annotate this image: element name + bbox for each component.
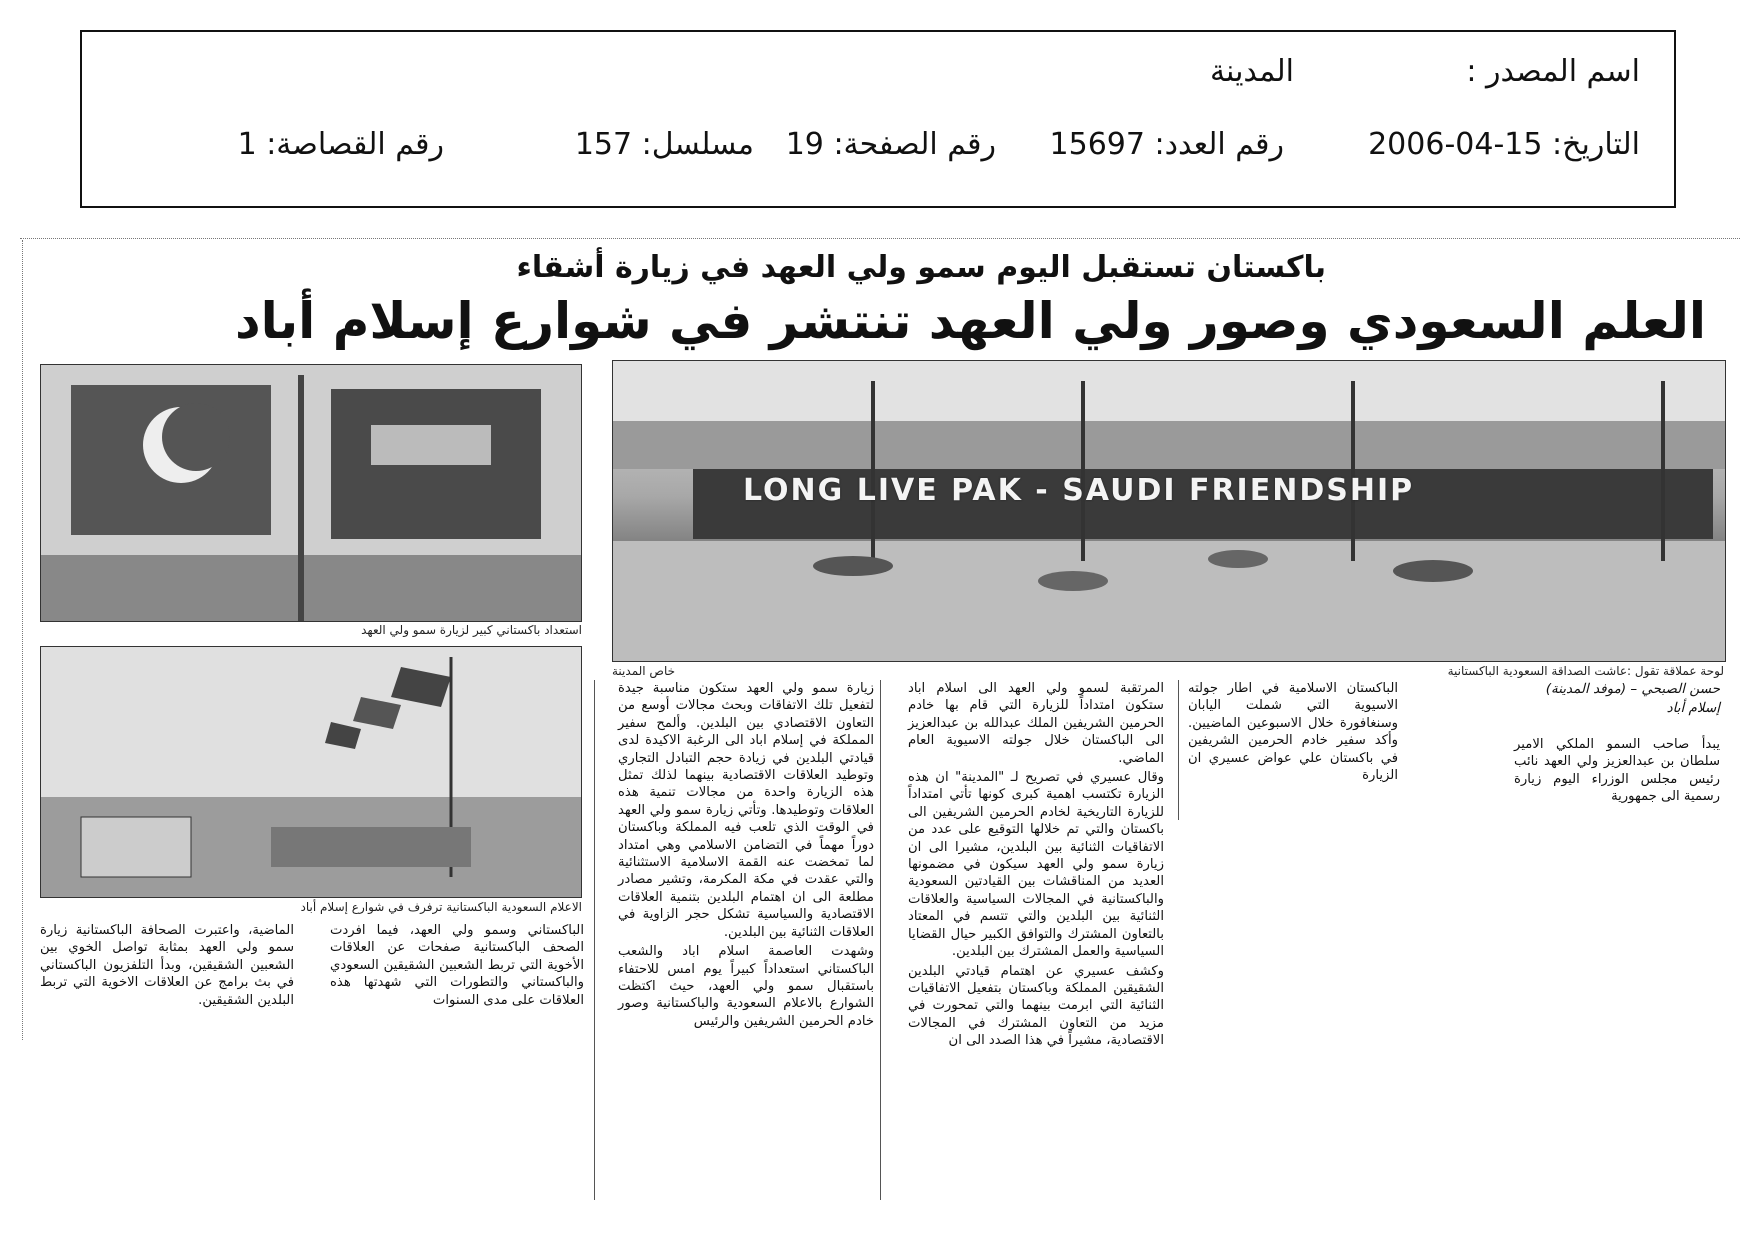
clipping-border-top bbox=[20, 238, 1740, 239]
main-photo-credit: خاص المدينة bbox=[612, 664, 676, 678]
clipping-number: رقم القصاصة: 1 bbox=[237, 127, 444, 162]
article-column-4 bbox=[618, 680, 874, 1032]
article-kicker: باكستان تستقبل اليوم سمو ولي العهد في زيارة أشقاء bbox=[516, 250, 1326, 285]
bottom-left-photo-caption: الاعلام السعودية الباكستانية ترفرف في شوارع إسلام أباد bbox=[300, 900, 582, 914]
article-byline: حسن الصبحي – (موفد المدينة) إسلام أباد bbox=[1545, 681, 1720, 716]
column-rule bbox=[594, 680, 595, 1200]
source-label: اسم المصدر : bbox=[1466, 54, 1640, 89]
source-name: المدينة bbox=[1209, 54, 1294, 89]
article-column-3-paragraph: المرتقبة لسمو ولي العهد الى اسلام اباد ستكون امتداداً للزيارة التي قام بها خادم الحرمين الشريفين الملك عبدالله بن عبدالعزيز الى الباكستان خلال جولته الاسيوية العام الماضي. bbox=[908, 681, 1164, 766]
article-column-3-paragraph: وقال عسيري في تصريح لـ "المدينة" ان هذه الزيارة تكتسب اهمية كبرى كونها تأتي امتداداً للزيارة التاريخية لخادم الحرمين الشريفين الى باكستان والتي تم خلالها التوقيع على عدد من الاتفاقيات الثنائية بين البلدين، مشيرا الى ان زيارة سمو ولي العهد سيكون في مضمونها العديد من المناقشات بين القيادتين السعودية والباكستانية في المجالات السياسية والعلاقات الثنائية بين البلدين والتي تتسم في المعتاد بالتعاون المشترك والتوافق الكبير حيال القضايا السياسية والعمل المشترك بين البلدين. bbox=[908, 770, 1164, 960]
top-left-photo-illustration bbox=[41, 365, 581, 621]
main-photo bbox=[612, 360, 1726, 662]
date-field: التاريخ: 15-04-2006 bbox=[1368, 127, 1640, 162]
main-photo-caption: لوحة عملاقة تقول :عاشت الصداقة السعودية الباكستانية bbox=[1447, 664, 1724, 678]
article-column-5: الباكستاني وسمو ولي العهد، فيما افردت الصحف الباكستانية صفحات عن العلاقات الأخوية التي تربط الشعبين الشقيقين السعودي والباكستاني والتطورات التي شهدتها هذه العلاقات على مدى السنوات bbox=[330, 923, 584, 1008]
main-photo-banner-text: LONG LIVE PAK - SAUDI FRIENDSHIP bbox=[743, 473, 1415, 508]
serial-number: مسلسل: 157 bbox=[574, 127, 754, 162]
article-column-4-paragraph: وشهدت العاصمة اسلام اباد والشعب الباكستاني استعداداً كبيراً يوم امس للاحتفاء باستقبال سمو ولي العهد، حيث اكتظت الشوارع بالاعلام السعودية والباكستانية وصور خادم الحرمين الشريفين والرئيس bbox=[618, 944, 874, 1029]
clipping-border-left bbox=[22, 240, 23, 1040]
article-column-4-paragraph: زيارة سمو ولي العهد ستكون مناسبة جيدة لتفعيل تلك الاتفاقات وبحث مجالات أوسع من التعاون الاقتصادي بين البلدين. وألمح سفير المملكة في إسلام اباد الى الرغبة الاكيدة لدى قيادتي البلدين في زيادة حجم التبادل التجاري وتوطيد العلاقات الاقتصادية بينهما لذلك تمثل هذه الزيارة واحدة من مجالات تنمية هذه العلاقات وتوطيدها. وتأتي زيارة سمو ولي العهد في الوقت الذي تلعب فيه المملكة وباكستان دوراً مهماً في التضامن الاسلامي وهي امتداد لما تمخضت عنه القمة الاسلامية الاستثنائية والتي عقدت في مكة المكرمة، وتشير مصادر مطلعة الى ان اهتمام البلدين بتنمية العلاقات الاقتصادية والسياسية تشكل حجر الزاوية في العلاقات الثنائية بين البلدين. bbox=[618, 681, 874, 940]
page-number: رقم الصفحة: 19 bbox=[785, 127, 996, 162]
article-column-1: يبدأ صاحب السمو الملكي الامير سلطان بن عبدالعزيز ولي العهد نائب رئيس مجلس الوزراء اليوم زيارة رسمية الى جمهورية bbox=[1514, 737, 1720, 805]
article-column-2: الباكستان الاسلامية في اطار جولته الاسيوية التي شملت اليابان وسنغافورة خلال الاسبوعين الماضيين. وأكد سفير خادم الحرمين الشريفين في باكستان علي عواض عسيري ان الزيارة bbox=[1188, 681, 1398, 784]
article-column-3-paragraph: وكشف عسيري عن اهتمام قيادتي البلدين الشقيقين المملكة وباكستان بتفعيل الاتفاقيات الثنائية التي ابرمت بينهما والتي تمحورت في مزيد من التعاون المشترك في المجالات الاقتصادية، مشيراً في هذا الصدد الى ان bbox=[908, 963, 1164, 1049]
article-column-3 bbox=[908, 680, 1164, 1052]
column-rule bbox=[1178, 680, 1179, 820]
article-column-6: الماضية، واعتبرت الصحافة الباكستانية زيارة سمو ولي العهد بمثابة تواصل الخوي بين الشعبين الشقيقين، وبدأ التلفزيون الباكستاني في بث برامج عن العلاقات الاخوية التي تربط البلدين الشقيقين. bbox=[40, 923, 294, 1008]
issue-number: رقم العدد: 15697 bbox=[1049, 127, 1284, 162]
bottom-left-photo bbox=[40, 646, 582, 898]
article-headline: العلم السعودي وصور ولي العهد تنتشر في شوارع إسلام أباد bbox=[234, 292, 1706, 350]
source-info-box bbox=[80, 30, 1676, 208]
top-left-photo bbox=[40, 364, 582, 622]
column-rule bbox=[880, 680, 881, 1200]
main-photo-illustration bbox=[613, 361, 1725, 661]
top-left-photo-caption: استعداد باكستاني كبير لزيارة سمو ولي العهد bbox=[361, 623, 582, 637]
bottom-left-photo-illustration bbox=[41, 647, 581, 897]
